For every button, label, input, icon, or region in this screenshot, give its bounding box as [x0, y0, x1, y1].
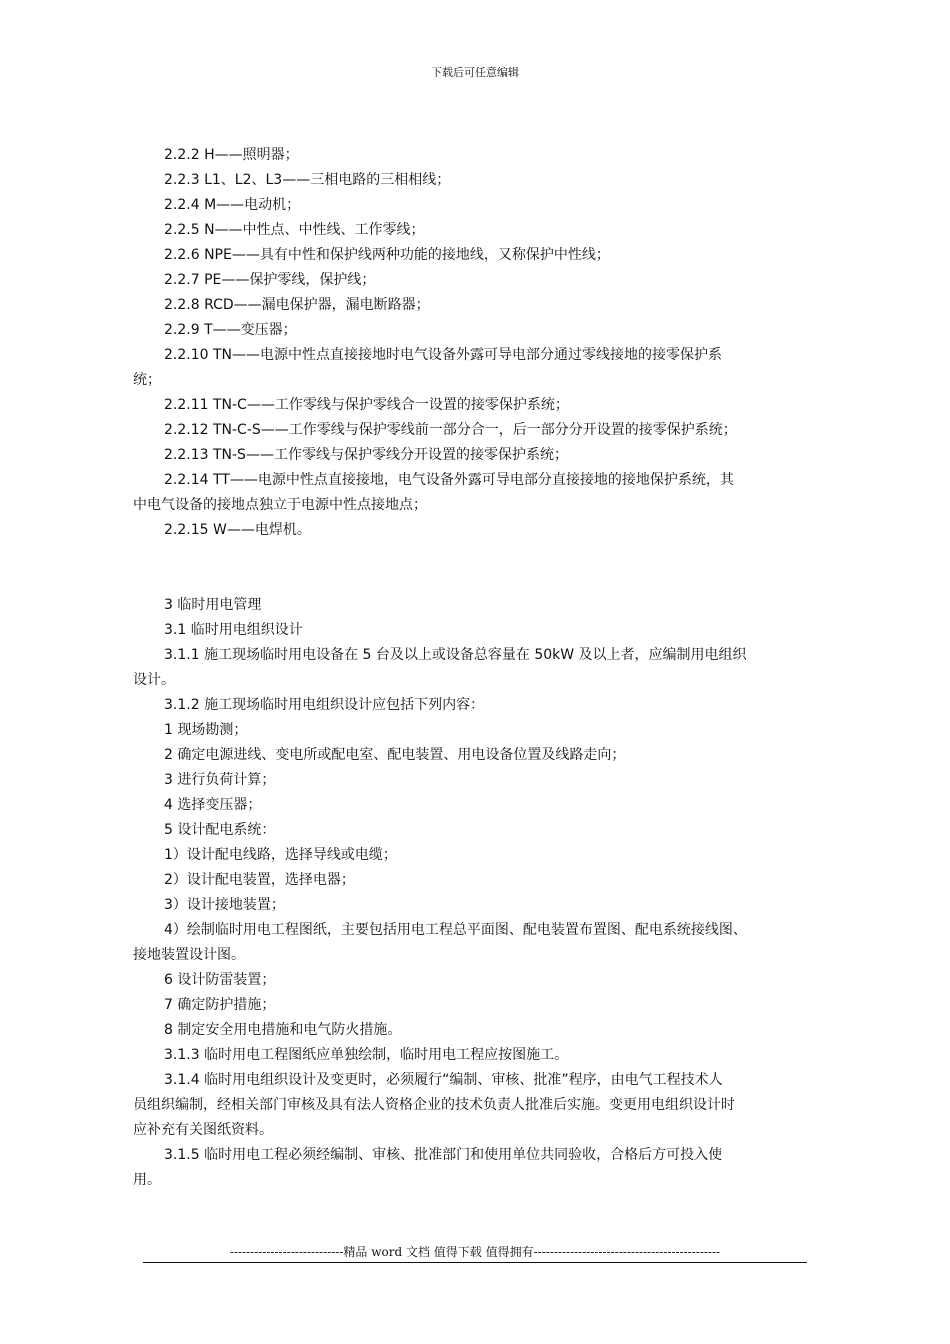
- text-line: 3.1.5 临时用电工程必须经编制、审核、批准部门和使用单位共同验收，合格后方可投入使: [164, 1147, 723, 1163]
- text-line: 4 选择变压器；: [164, 797, 262, 813]
- text-line: 3 进行负荷计算；: [164, 772, 276, 788]
- text-line: 7 确定防护措施；: [164, 997, 276, 1013]
- text-line: 统；: [133, 372, 161, 388]
- text-line: 3.1.1 施工现场临时用电设备在 5 台及以上或设备总容量在 50kW 及以上者，应编制用电组织: [164, 647, 747, 663]
- text-line: 2.2.3 L1、L2、L3——三相电路的三相相线；: [164, 172, 451, 188]
- footer-rule: [143, 1262, 807, 1263]
- text-line: 4）绘制临时用电工程图纸，主要包括用电工程总平面图、配电装置布置图、配电系统接线图、: [164, 922, 747, 938]
- text-line: 3.1 临时用电组织设计: [164, 622, 303, 638]
- page-footer: ----------------------------精品 word 文档 值得下载 值得拥有----------------------------------------------: [229, 1245, 721, 1259]
- text-line: 2.2.6 NPE——具有中性和保护线两种功能的接地线，又称保护中性线；: [164, 247, 610, 263]
- text-line: 1）设计配电线路，选择导线或电缆；: [164, 847, 397, 863]
- text-line: 5 设计配电系统：: [164, 822, 276, 838]
- text-line: 8 制定安全用电措施和电气防火措施。: [164, 1022, 402, 1038]
- text-line: 6 设计防雷装置；: [164, 972, 276, 988]
- text-line: 2 确定电源进线、变电所或配电室、配电装置、用电设备位置及线路走向；: [164, 747, 626, 763]
- text-line: 接地装置设计图。: [133, 947, 245, 963]
- text-line: 2.2.8 RCD——漏电保护器，漏电断路器；: [164, 297, 430, 313]
- text-line: 2）设计配电装置，选择电器；: [164, 872, 355, 888]
- text-line: 2.2.4 M——电动机；: [164, 197, 301, 213]
- text-line: 2.2.12 TN-C-S——工作零线与保护零线前一部分合一，后一部分分开设置的接零保护系统；: [164, 422, 737, 438]
- text-line: 设计。: [133, 672, 175, 688]
- text-line: 2.2.11 TN-C——工作零线与保护零线合一设置的接零保护系统；: [164, 397, 569, 413]
- page-header: 下载后可任意编辑: [431, 66, 519, 79]
- text-line: 2.2.14 TT——电源中性点直接接地，电气设备外露可导电部分直接接地的接地保护系统，其: [164, 472, 734, 488]
- text-line: 2.2.9 T——变压器；: [164, 322, 297, 338]
- section-gap: [133, 543, 823, 593]
- text-line: 2.2.2 H——照明器；: [164, 147, 299, 163]
- text-line: 2.2.10 TN——电源中性点直接接地时电气设备外露可导电部分通过零线接地的接零保护系: [164, 347, 723, 363]
- text-line: 2.2.13 TN-S——工作零线与保护零线分开设置的接零保护系统；: [164, 447, 568, 463]
- text-line: 3）设计接地装置；: [164, 897, 285, 913]
- text-line: 2.2.15 W——电焊机。: [164, 522, 311, 538]
- text-line: 3.1.2 施工现场临时用电组织设计应包括下列内容：: [164, 697, 485, 713]
- text-line: 1 现场勘测；: [164, 722, 248, 738]
- text-line: 应补充有关图纸资料。: [133, 1122, 273, 1138]
- text-line: 2.2.7 PE——保护零线，保护线；: [164, 272, 376, 288]
- text-line: 员组织编制，经相关部门审核及具有法人资格企业的技术负责人批准后实施。变更用电组织设计时: [133, 1097, 735, 1113]
- text-line: 中电气设备的接地点独立于电源中性点接地点；: [133, 497, 427, 513]
- text-line: 用。: [133, 1172, 161, 1188]
- text-line: 2.2.5 N——中性点、中性线、工作零线；: [164, 222, 425, 238]
- text-line: 3.1.3 临时用电工程图纸应单独绘制，临时用电工程应按图施工。: [164, 1047, 569, 1063]
- text-line: 3 临时用电管理: [164, 597, 262, 613]
- text-line: 3.1.4 临时用电组织设计及变更时，必须履行“编制、审核、批准”程序，由电气工程技术人: [164, 1072, 723, 1088]
- document-body: [133, 143, 823, 1193]
